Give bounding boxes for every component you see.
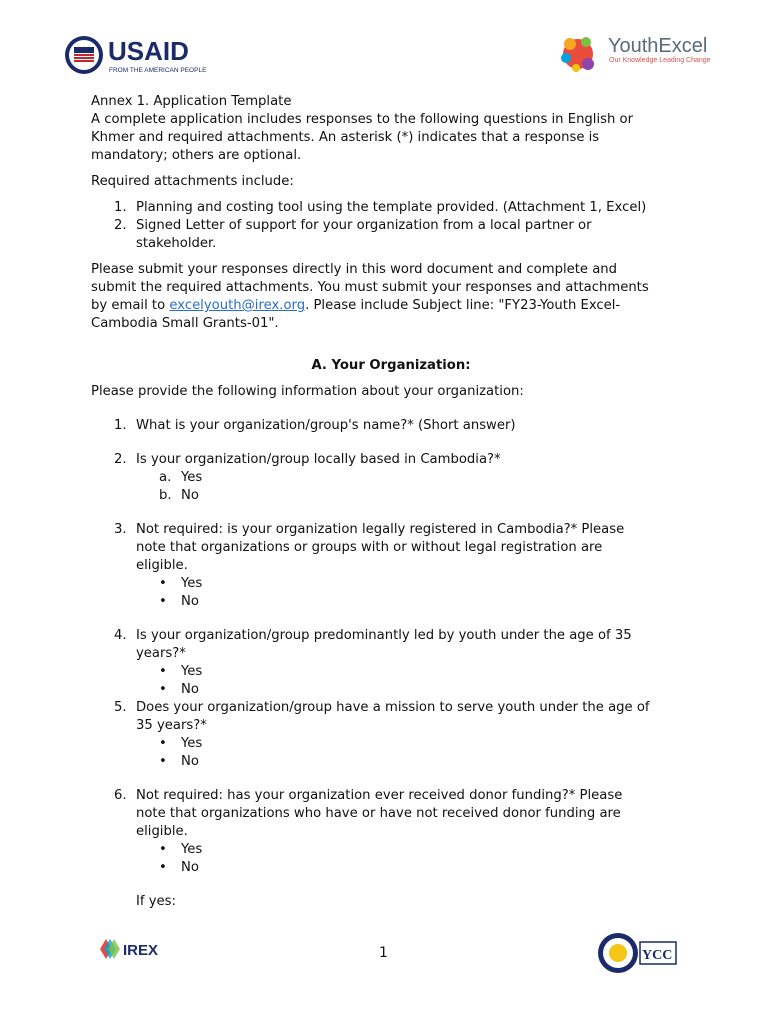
attachment-item-2-cont: stakeholder. <box>136 236 217 251</box>
question-1: 1. What is your organization/group's name?* (Short answer) <box>114 418 516 433</box>
question-3-option-no: • No <box>159 594 199 609</box>
usaid-wordmark: USAID <box>108 36 189 66</box>
question-5-option-no: • No <box>159 754 199 769</box>
question-3-option-yes: • Yes <box>159 576 203 591</box>
submit-line-2: submit the required attachments. You must submit your responses and attachments <box>91 280 649 295</box>
section-lead: Please provide the following information about your organization: <box>91 384 524 399</box>
usaid-logo <box>64 32 214 78</box>
annex-heading: Annex 1. Application Template <box>91 94 292 109</box>
ycc-logo <box>596 930 678 976</box>
intro-line-3: mandatory; others are optional. <box>91 148 302 163</box>
bullet-icon: • <box>159 594 167 609</box>
ycc-wordmark: YCC <box>642 948 673 963</box>
question-6-cont-1: note that organizations who have or have not received donor funding are <box>136 806 621 821</box>
bullet-icon: • <box>159 576 167 591</box>
attachments-heading: Required attachments include: <box>91 174 294 189</box>
question-5: 5. Does your organization/group have a mission to serve youth under the age of <box>114 700 650 715</box>
intro-line-1: A complete application includes responses to the following questions in English or <box>91 112 634 127</box>
submit-line-4: Cambodia Small Grants-01". <box>91 316 279 331</box>
question-3-cont-2: eligible. <box>136 558 188 573</box>
question-2-option-b: b. No <box>159 488 199 503</box>
youth-excel-logo <box>556 26 716 84</box>
bullet-icon: • <box>159 754 167 769</box>
attachment-item-2: 2. Signed Letter of support for your organization from a local partner or <box>114 218 592 233</box>
submit-line-3: by email to excelyouth@irex.org. Please include Subject line: "FY23-Youth Excel- <box>91 298 621 313</box>
youth-excel-title: YouthExcel <box>608 35 708 57</box>
bullet-icon: • <box>159 736 167 751</box>
email-link[interactable]: excelyouth@irex.org <box>169 298 306 313</box>
irex-wordmark: IREX <box>123 942 159 959</box>
attachment-item-1: 1. Planning and costing tool using the template provided. (Attachment 1, Excel) <box>114 200 647 215</box>
bullet-icon: • <box>159 860 167 875</box>
question-5-option-yes: • Yes <box>159 736 203 751</box>
irex-logo <box>96 933 166 965</box>
intro-line-2: Khmer and required attachments. An asterisk (*) indicates that a response is <box>91 130 600 145</box>
question-4-option-yes: • Yes <box>159 664 203 679</box>
question-4-option-no: • No <box>159 682 199 697</box>
question-3: 3. Not required: is your organization legally registered in Cambodia?* Please <box>114 522 625 537</box>
question-6-option-yes: • Yes <box>159 842 203 857</box>
question-3-cont-1: note that organizations or groups with or without legal registration are <box>136 540 603 555</box>
question-5-cont: 35 years?* <box>136 718 207 733</box>
question-6-cont-2: eligible. <box>136 824 188 839</box>
section-title: A. Your Organization: <box>311 358 471 373</box>
question-6-option-no: • No <box>159 860 199 875</box>
document-body <box>91 93 691 911</box>
youth-excel-tagline: Our Knowledge Leading Change <box>609 57 711 64</box>
usaid-tagline: FROM THE AMERICAN PEOPLE <box>109 67 207 74</box>
bullet-icon: • <box>159 682 167 697</box>
submit-line-1: Please submit your responses directly in this word document and complete and <box>91 262 618 277</box>
question-4-cont: years?* <box>136 646 186 661</box>
question-6-if-yes: If yes: <box>136 894 176 909</box>
question-2-option-a: a. Yes <box>159 470 203 485</box>
bullet-icon: • <box>159 664 167 679</box>
page-number: 1 <box>379 945 388 961</box>
question-4: 4. Is your organization/group predominantly led by youth under the age of 35 <box>114 628 632 643</box>
question-6: 6. Not required: has your organization ever received donor funding?* Please <box>114 788 623 803</box>
bullet-icon: • <box>159 842 167 857</box>
question-2: 2. Is your organization/group locally based in Cambodia?* <box>114 452 501 467</box>
